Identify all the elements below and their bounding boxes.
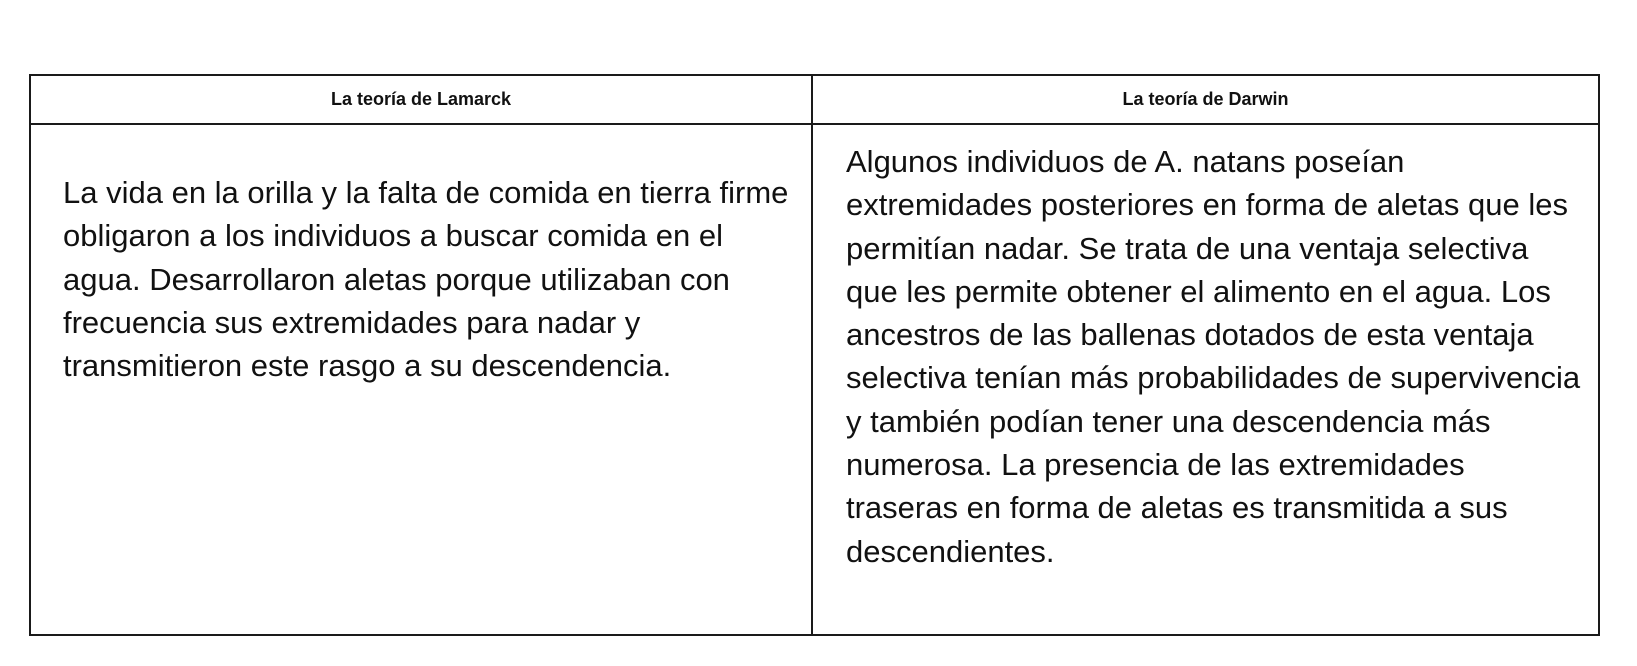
- table-header: [30, 75, 1599, 124]
- comparison-table: [29, 74, 1600, 636]
- darwin-cell: [812, 124, 1599, 635]
- lamarck-cell: [30, 124, 812, 635]
- table-row: [30, 124, 1599, 635]
- header-darwin: La teoría de Darwin: [812, 75, 1599, 124]
- table-body: [30, 124, 1599, 635]
- lamarck-description: La vida en la orilla y la falta de comida en tierra firme obligaron a los individuos a buscar comida en el agua. Desarrollaron aletas porque utilizaban con frecuencia sus extremidades para nadar y transmitieron este rasgo a su descendencia.: [63, 175, 789, 384]
- darwin-description: Algunos individuos de A. natans poseían extremidades posteriores en forma de aletas que les permitían nadar. Se trata de una ventaja selectiva que les permite obtener el alimento en el agua. Los ancestros de las ballenas dotados de esta ventaja selectiva tenían más probabilidades de supervivencia y también podían tener una descendencia más numerosa. La presencia de las extremidades traseras en forma de aletas es transmitida a sus descendientes.: [846, 144, 1581, 569]
- header-lamarck: La teoría de Lamarck: [30, 75, 812, 124]
- header-row: [30, 75, 1599, 124]
